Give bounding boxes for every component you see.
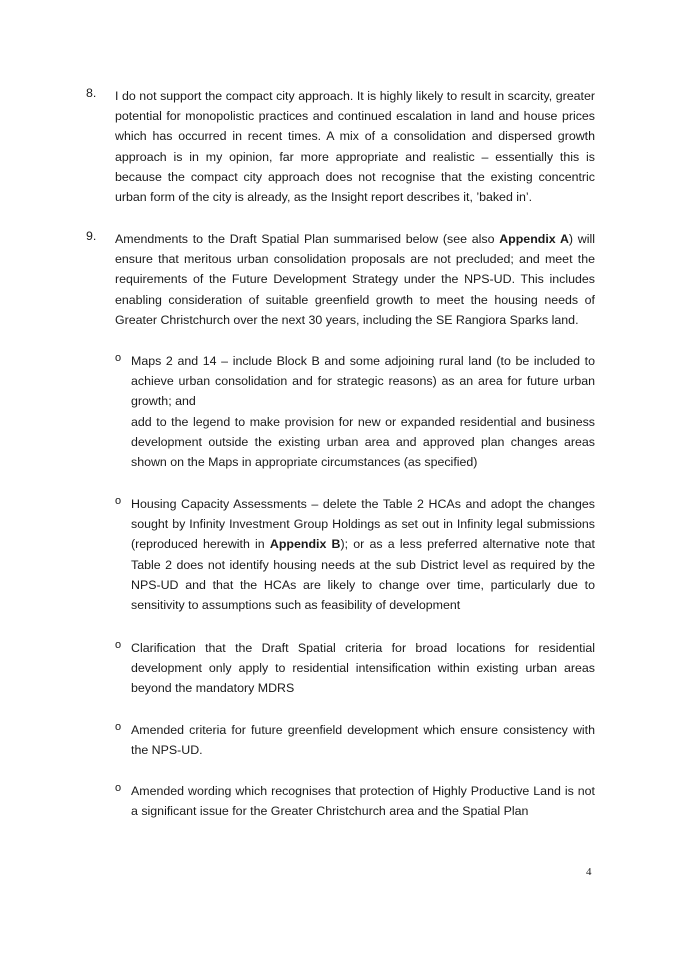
bullet-marker: o [115, 721, 122, 733]
bullet-marker: o [115, 639, 122, 651]
bullet-text [131, 351, 595, 472]
bullet-text-end: ); or as a less preferred alternative note that Table 2 does not identify housing needs at the sub District level as required by the NPS-UD and that the HCAs are likely to change over time, particularly due to sensitivity to assumptions such as feasibility of development [131, 537, 595, 613]
bullet-text: Amended wording which recognises that protection of Highly Productive Land is not a significant issue for the Greater Christchurch area and the Spatial Plan [131, 784, 595, 819]
paragraph-text-end: ) will ensure that meritous urban consolidation proposals are not precluded; and meet the requirements of the Future Development Strategy under the NPS-UD. This includes enabling consideration of suitable greenfield growth to meet the housing needs of Greater Christchurch over the next 30 years, including the SE Rangiora Sparks land. [115, 232, 595, 327]
paragraph-text: I do not support the compact city approach. It is highly likely to result in scarcity, greater potential for monopolistic practices and continued escalation in land and house prices which has occurred in recent times. A mix of a consolidation and dispersed growth approach is in my opinion, far more appropriate and realistic – essentially this is because the compact city approach does not recognise that the existing concentric urban form of the city is already, as the Insight report describes it, ’baked in’. [115, 89, 595, 205]
paragraph-number: 9. [86, 229, 97, 243]
bullet-text [131, 494, 595, 615]
appendix-a-reference: Appendix A [499, 232, 569, 246]
appendix-b-reference: Appendix B [269, 537, 341, 552]
page-number: 4 [586, 866, 592, 878]
bullet-continuation: add to the legend to make provision for new or expanded residential and business development outside the existing urban area and approved plan changes areas shown on the Maps in appropriate circumstances (as specified) [131, 414, 595, 470]
bullet-text: Amended criteria for future greenfield development which ensure consistency with the NPS-UD. [131, 723, 595, 758]
bullet-marker: o [115, 352, 122, 364]
bullet-text-start: Housing Capacity Assessments – delete the Table 2 HCAs and adopt the changes sought by Infinity Investment Group Holdings as set out in Infinity legal submissions (reproduced herewith in [131, 497, 595, 552]
paragraph-text-start: Amendments to the Draft Spatial Plan summarised below (see also [115, 232, 500, 246]
bullet-text-line: Maps 2 and 14 – include Block B and some adjoining rural land (to be included to achieve urban consolidation and for strategic reasons) as an area for future urban growth; and [131, 354, 595, 409]
paragraph-number: 8. [86, 86, 97, 100]
bullet-marker: o [115, 495, 122, 507]
bullet-marker: o [115, 782, 122, 794]
paragraph-text [115, 229, 595, 330]
bullet-text: Clarification that the Draft Spatial criteria for broad locations for residential development only apply to residential intensification within existing urban areas beyond the mandatory MDRS [131, 641, 595, 696]
